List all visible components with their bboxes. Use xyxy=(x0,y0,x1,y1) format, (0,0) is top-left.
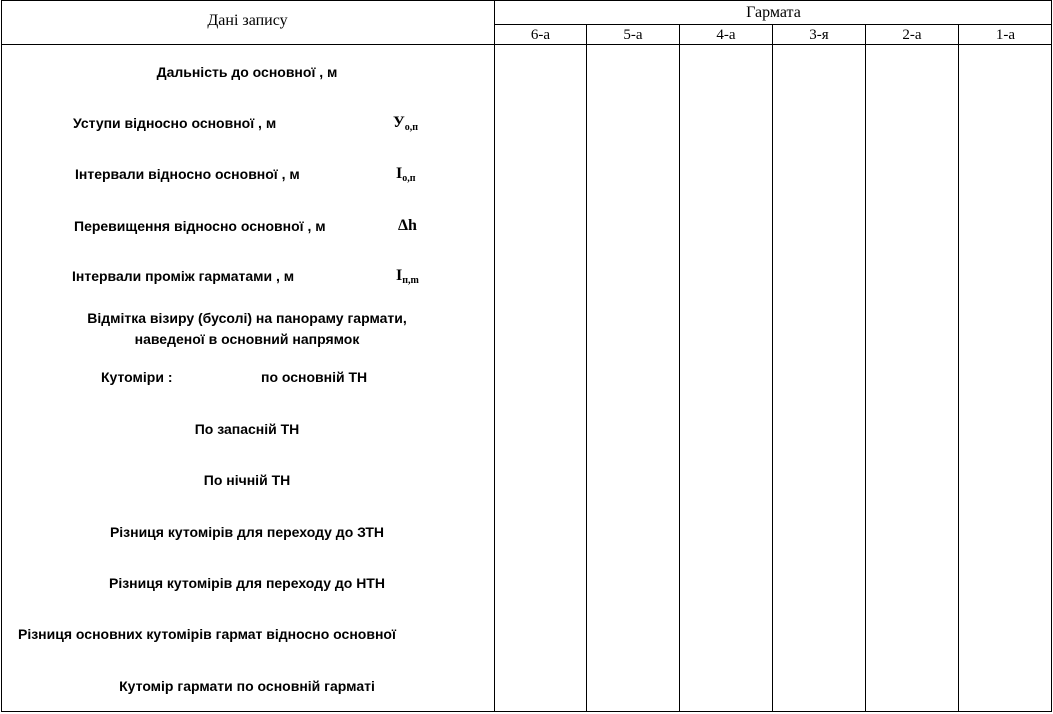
row-label: Уступи відносно основної , м xyxy=(73,115,277,131)
row-symbol: $І_{п,m}$ xyxy=(396,267,419,286)
table-row xyxy=(0,114,494,136)
table-row xyxy=(0,678,494,698)
row-label: Інтервали проміж гарматами , м xyxy=(72,268,295,284)
table-row xyxy=(0,524,494,544)
gun-column-header: 5-а xyxy=(623,27,643,43)
row-label: Різниця основних кутомірів гармат відносно основної xyxy=(18,626,396,642)
row-symbol: Δh xyxy=(398,217,417,234)
table-row xyxy=(0,267,494,289)
gun-column-header: 1-а xyxy=(995,27,1016,43)
column-divider xyxy=(494,0,495,712)
row-symbol: $У_{о,п}$ xyxy=(393,114,419,133)
table-row xyxy=(0,217,494,239)
row-label-secondary: по основній ТН xyxy=(261,369,368,385)
gun-column-header: 2-а xyxy=(902,27,922,43)
table-row xyxy=(0,626,494,646)
row-label: Кутомір гармати по основній гарматі xyxy=(119,678,375,694)
column-divider xyxy=(958,25,959,712)
row-symbol: $І_{о,п}$ xyxy=(396,165,416,184)
table-row xyxy=(0,308,494,350)
table-row xyxy=(0,64,494,84)
row-label: Інтервали відносно основної , м xyxy=(75,166,300,182)
row-label: Дальність до основної , м xyxy=(156,64,338,80)
row-label: По запасній ТН xyxy=(194,421,300,437)
gun-column-header: 3-я xyxy=(809,27,829,43)
column-divider xyxy=(865,25,866,712)
table-row xyxy=(0,369,494,389)
row-label: Різниця кутомірів для переходу до ЗТН xyxy=(109,524,385,540)
row-label: По нічній ТН xyxy=(203,472,291,488)
column-divider xyxy=(586,25,587,712)
gun-column-header: 4-а xyxy=(716,27,736,43)
row-label-line: Відмітка візиру (бусолі) на панораму гармати, xyxy=(87,310,407,326)
row-label-line: наведеної в основний напрямок xyxy=(134,331,360,347)
row-label: Кутоміри : xyxy=(101,369,173,385)
row-label: Перевищення відносно основної , м xyxy=(74,218,326,234)
header-divider-top xyxy=(494,24,1052,25)
table-row xyxy=(0,575,494,595)
header-divider-bottom xyxy=(1,44,1052,45)
table-row xyxy=(0,472,494,492)
gun-group-header: Гармата xyxy=(746,4,801,21)
column-divider xyxy=(679,25,680,712)
row-label: Різниця кутомірів для переходу до НТН xyxy=(109,575,385,591)
data-column-header: Дані запису xyxy=(207,12,288,29)
gun-column-header: 6-а xyxy=(530,27,551,43)
table-row xyxy=(0,165,494,187)
column-divider xyxy=(772,25,773,712)
table-row xyxy=(0,421,494,441)
record-table xyxy=(1,0,1052,712)
